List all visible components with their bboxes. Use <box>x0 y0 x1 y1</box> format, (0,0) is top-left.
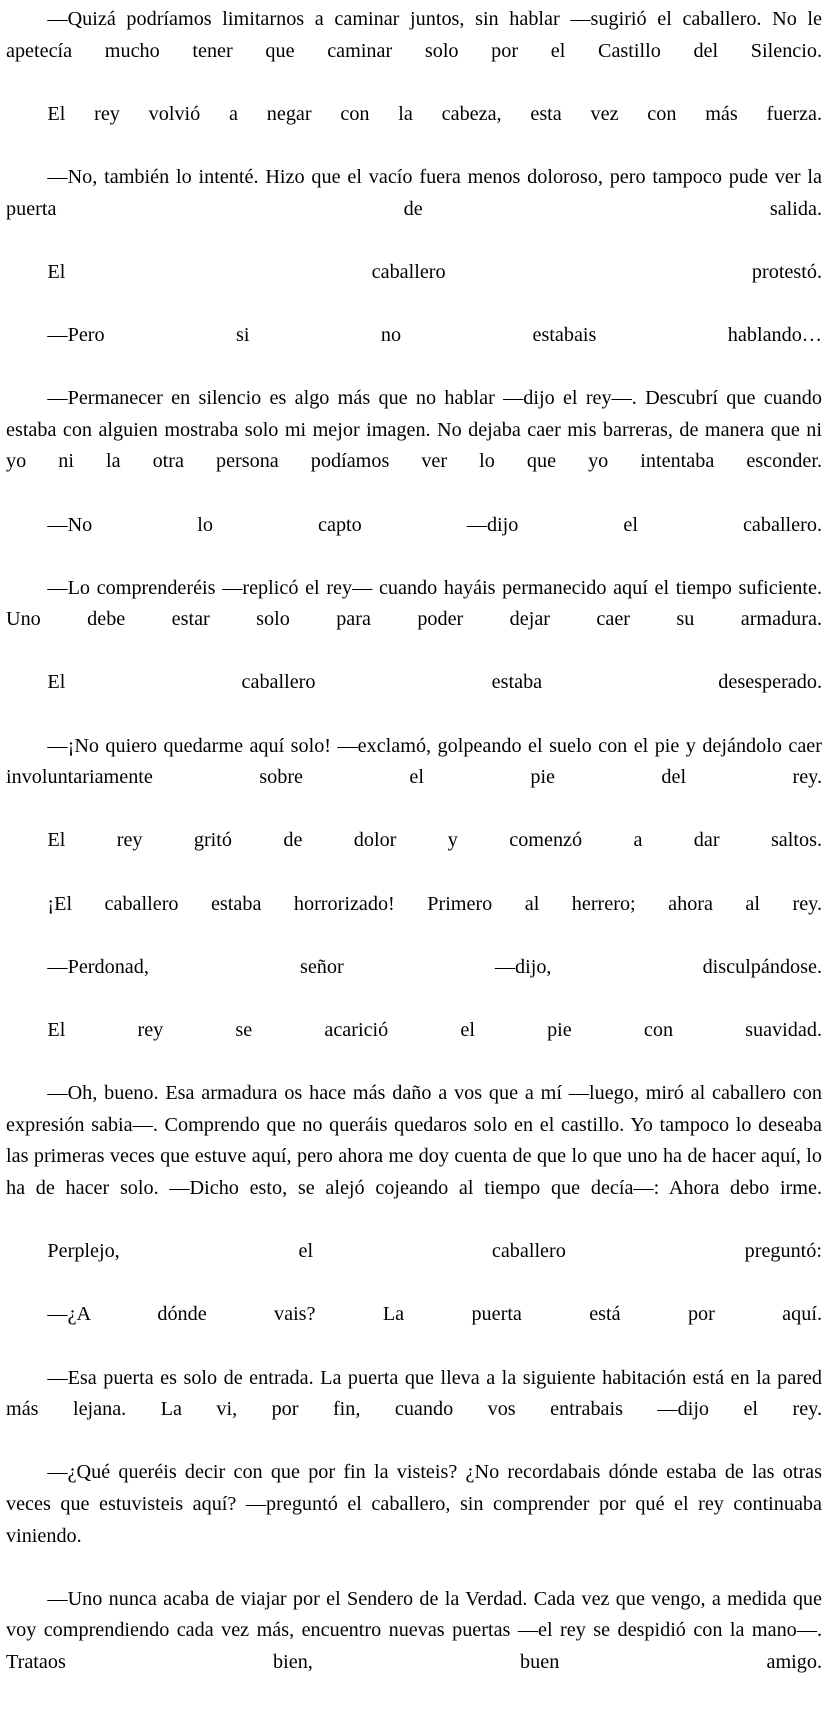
paragraph: El caballero protestó. <box>47 260 822 283</box>
paragraph: —¿Qué queréis decir con que por fin la visteis? ¿No recordabais dónde estaba de las otras veces que estuvisteis aquí? —preguntó el caballero, sin comprender por qué el rey continuaba viniendo. <box>6 1461 822 1547</box>
paragraph: El rey gritó de dolor y comenzó a dar saltos. <box>47 829 822 852</box>
paragraph: —Permanecer en silencio es algo más que no hablar —dijo el rey—. Descubrí que cuando estaba con alguien mostraba solo mi mejor imagen. No dejaba caer mis barreras, de manera que ni yo ni la otra persona podíamos ver lo que yo intentaba esconder. <box>6 387 822 473</box>
paragraph: —¡No quiero quedarme aquí solo! —exclamó, golpeando el suelo con el pie y dejándolo caer involuntariamente sobre el pie del rey. <box>6 734 822 789</box>
body-text <box>6 4 822 1710</box>
paragraph: El caballero estaba desesperado. <box>47 671 822 694</box>
paragraph: —¿A dónde vais? La puerta está por aquí. <box>47 1303 822 1326</box>
paragraph: Perplejo, el caballero preguntó: <box>47 1240 822 1263</box>
paragraph: El rey volvió a negar con la cabeza, esta vez con más fuerza. <box>47 102 822 125</box>
paragraph: —Quizá podríamos limitarnos a caminar juntos, sin hablar —sugirió el caballero. No le apetecía mucho tener que caminar solo por el Castillo del Silencio. <box>6 8 822 62</box>
paragraph: —No, también lo intenté. Hizo que el vacío fuera menos doloroso, pero tampoco pude ver la puerta de salida. <box>6 165 822 220</box>
paragraph: —Pero si no estabais hablando… <box>47 323 822 346</box>
paragraph: ¡El caballero estaba horrorizado! Primero al herrero; ahora al rey. <box>47 892 822 915</box>
paragraph: —Perdonad, señor —dijo, disculpándose. <box>47 955 822 978</box>
paragraph: —Esa puerta es solo de entrada. La puerta que lleva a la siguiente habitación está en la pared más lejana. La vi, por fin, cuando vos entrabais —dijo el rey. <box>6 1366 822 1421</box>
paragraph: —Uno nunca acaba de viajar por el Sendero de la Verdad. Cada vez que vengo, a medida que voy comprendiendo cada vez más, encuentro nuevas puertas —el rey se despidió con la mano—. Trataos bien, buen amigo. <box>6 1587 822 1673</box>
paragraph: —No lo capto —dijo el caballero. <box>47 513 822 536</box>
paragraph: El rey se acarició el pie con suavidad. <box>47 1019 822 1041</box>
paragraph: —Oh, bueno. Esa armadura os hace más daño a vos que a mí —luego, miró al caballero con expresión sabia—. Comprendo que no queráis quedaros solo en el castillo. Yo tampoco lo deseaba las primeras veces que estuve aquí, pero ahora me doy cuenta de que lo que uno ha de hacer aquí, lo ha de hacer solo. —Dicho esto, se alejó cojeando al tiempo que decía—: Ahora debo irme. <box>6 1082 822 1199</box>
paragraph: —Lo comprenderéis —replicó el rey— cuando hayáis permanecido aquí el tiempo suficiente. Uno debe estar solo para poder dejar caer su armadura. <box>6 576 822 631</box>
